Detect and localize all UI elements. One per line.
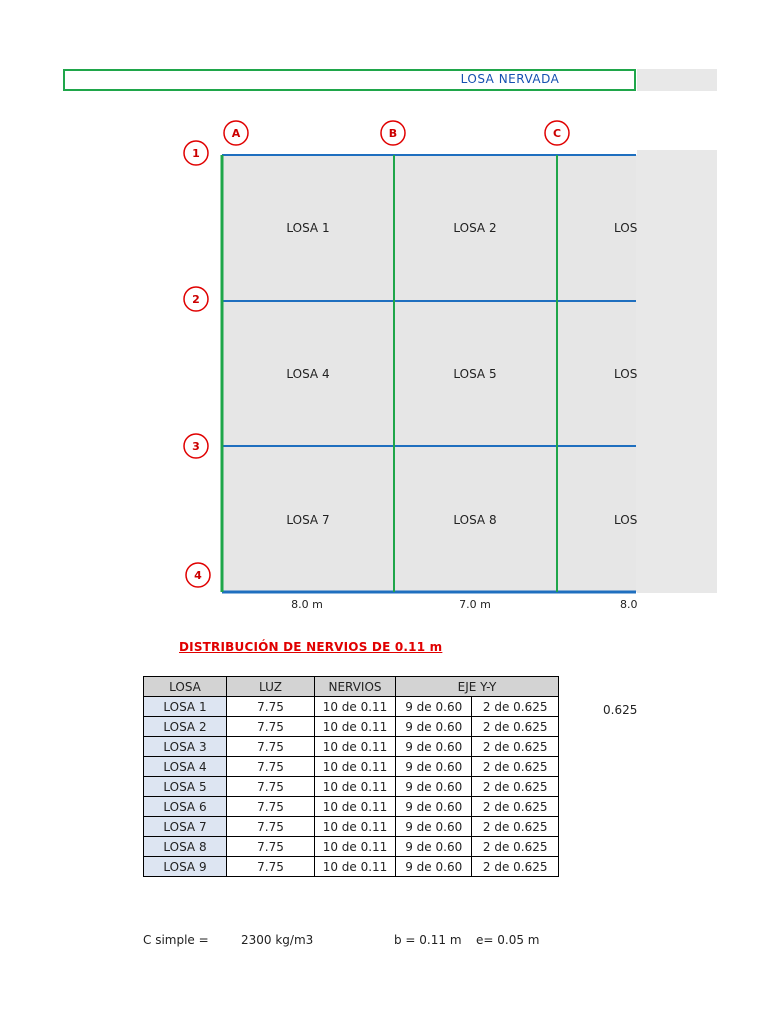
cell-luz: 7.75	[227, 757, 315, 777]
table-header-row	[144, 677, 559, 697]
cell-luz: 7.75	[227, 857, 315, 877]
cell-luz: 7.75	[227, 777, 315, 797]
c-simple-value: 2300 kg/m3	[241, 933, 314, 947]
cell-eje-b: 2 de 0.625	[472, 717, 559, 737]
svg-text:1: 1	[192, 147, 200, 160]
axis-marker-a	[224, 121, 248, 145]
svg-text:C: C	[552, 127, 562, 140]
table-row	[144, 737, 559, 757]
slab-label-8: LOSA 8	[453, 513, 497, 527]
axis-marker-c	[545, 121, 569, 145]
cell-losa: LOSA 1	[144, 697, 227, 717]
section-title: DISTRIBUCIÓN DE NERVIOS DE 0.11 m	[179, 640, 443, 654]
e-value: e= 0.05 m	[476, 933, 540, 947]
cell-nervios: 10 de 0.11	[315, 797, 396, 817]
cell-nervios: 10 de 0.11	[315, 777, 396, 797]
slab-label-7: LOSA 7	[286, 513, 330, 527]
cell-eje-b: 2 de 0.625	[472, 737, 559, 757]
table-row	[144, 797, 559, 817]
slab-label-2: LOSA 2	[453, 221, 497, 235]
cell-eje-b: 2 de 0.625	[472, 857, 559, 877]
table-row	[144, 697, 559, 717]
cell-nervios: 10 de 0.11	[315, 737, 396, 757]
cell-losa: LOSA 5	[144, 777, 227, 797]
slab-label-9: LOS	[614, 513, 638, 527]
cell-nervios: 10 de 0.11	[315, 817, 396, 837]
nervios-table	[143, 676, 559, 877]
cell-luz: 7.75	[227, 737, 315, 757]
span-dimension-bc: 7.0 m	[459, 598, 491, 611]
cell-eje-b: 2 de 0.625	[472, 797, 559, 817]
svg-text:B: B	[388, 127, 398, 140]
side-value: 0.625	[603, 703, 638, 717]
cell-eje-a: 9 de 0.60	[396, 737, 472, 757]
cell-luz: 7.75	[227, 837, 315, 857]
slab-label-6: LOS	[614, 367, 638, 381]
cell-nervios: 10 de 0.11	[315, 757, 396, 777]
slab-label-5: LOSA 5	[453, 367, 497, 381]
cell-losa: LOSA 7	[144, 817, 227, 837]
cell-eje-b: 2 de 0.625	[472, 817, 559, 837]
cell-luz: 7.75	[227, 717, 315, 737]
svg-text:4: 4	[194, 569, 202, 582]
table-row	[144, 757, 559, 777]
axis-marker-2	[184, 287, 208, 311]
cell-eje-b: 2 de 0.625	[472, 757, 559, 777]
cell-losa: LOSA 9	[144, 857, 227, 877]
clip-mask-lower	[637, 593, 768, 618]
table-row	[144, 777, 559, 797]
cell-losa: LOSA 4	[144, 757, 227, 777]
page-title: LOSA NERVADA	[460, 72, 560, 86]
cell-nervios: 10 de 0.11	[315, 717, 396, 737]
svg-text:3: 3	[192, 440, 200, 453]
cell-nervios: 10 de 0.11	[315, 697, 396, 717]
svg-text:2: 2	[192, 293, 200, 306]
cell-nervios: 10 de 0.11	[315, 857, 396, 877]
cell-eje-a: 9 de 0.60	[396, 697, 472, 717]
cell-luz: 7.75	[227, 817, 315, 837]
header-losa: LOSA	[144, 677, 227, 697]
cell-eje-b: 2 de 0.625	[472, 837, 559, 857]
table-row	[144, 817, 559, 837]
cell-luz: 7.75	[227, 797, 315, 817]
slab-area-visible	[222, 155, 636, 592]
table-row	[144, 837, 559, 857]
svg-text:A: A	[231, 127, 241, 140]
cell-losa: LOSA 8	[144, 837, 227, 857]
cell-losa: LOSA 2	[144, 717, 227, 737]
cell-eje-a: 9 de 0.60	[396, 837, 472, 857]
clip-mask	[637, 150, 717, 615]
header-eje: EJE Y-Y	[396, 677, 559, 697]
cell-eje-a: 9 de 0.60	[396, 797, 472, 817]
cell-losa: LOSA 3	[144, 737, 227, 757]
axis-marker-b	[381, 121, 405, 145]
span-dimension-ab: 8.0 m	[291, 598, 323, 611]
span-dimension-cd: 8.0	[620, 598, 638, 611]
cell-nervios: 10 de 0.11	[315, 837, 396, 857]
header-nervios: NERVIOS	[315, 677, 396, 697]
axis-marker-3	[184, 434, 208, 458]
slab-label-3: LOS	[614, 221, 638, 235]
cell-luz: 7.75	[227, 697, 315, 717]
axis-marker-4	[186, 563, 210, 587]
c-simple-label: C simple =	[143, 933, 209, 947]
cell-eje-a: 9 de 0.60	[396, 717, 472, 737]
cell-eje-a: 9 de 0.60	[396, 757, 472, 777]
cell-eje-b: 2 de 0.625	[472, 777, 559, 797]
b-value: b = 0.11 m	[394, 933, 462, 947]
cell-losa: LOSA 6	[144, 797, 227, 817]
axis-marker-1	[184, 141, 208, 165]
slab-label-4: LOSA 4	[286, 367, 330, 381]
cell-eje-a: 9 de 0.60	[396, 777, 472, 797]
table-row	[144, 857, 559, 877]
slab-label-1: LOSA 1	[286, 221, 330, 235]
cell-eje-b: 2 de 0.625	[472, 697, 559, 717]
table-row	[144, 717, 559, 737]
header-luz: LUZ	[227, 677, 315, 697]
cell-eje-a: 9 de 0.60	[396, 817, 472, 837]
cell-eje-a: 9 de 0.60	[396, 857, 472, 877]
